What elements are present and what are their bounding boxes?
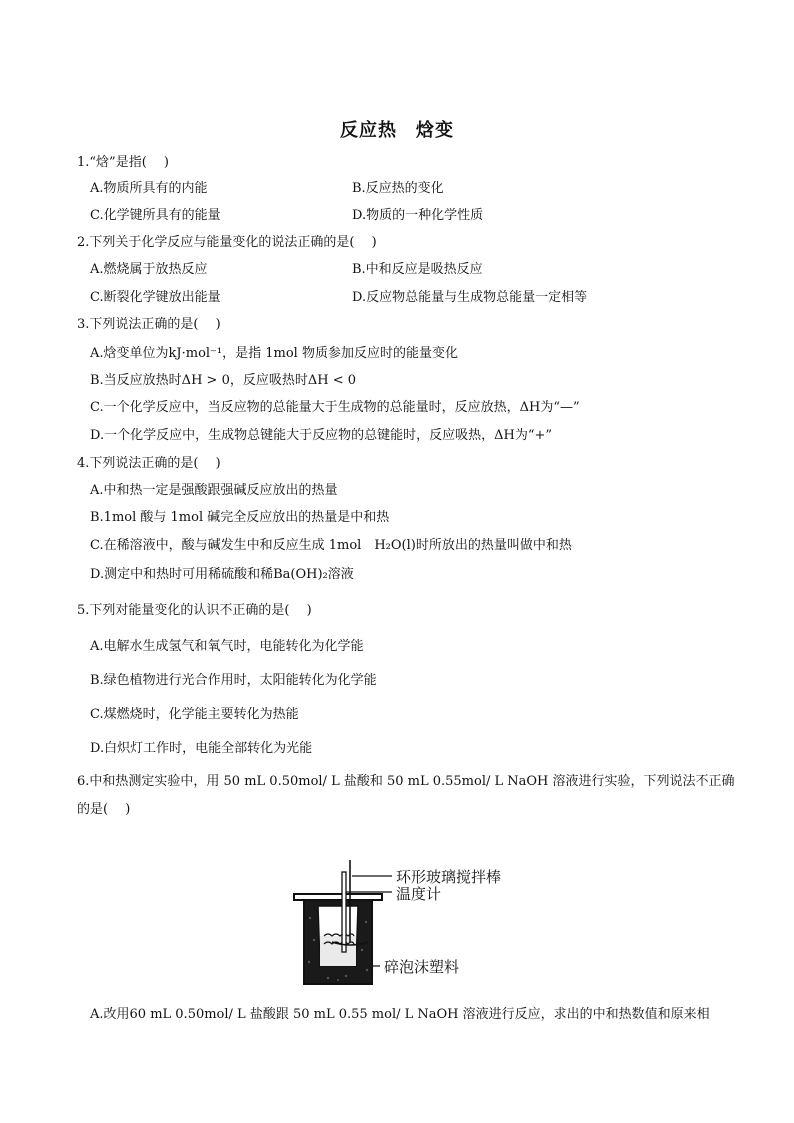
question-5-option-a: A.电解水生成氢气和氧气时，电能转化为化学能 bbox=[90, 639, 364, 654]
question-5-stem: 5.下列对能量变化的认识不正确的是( ) bbox=[77, 603, 312, 618]
question-1-option-c: C.化学键所具有的能量 bbox=[90, 208, 221, 223]
page-title: 反应热 焓变 bbox=[340, 120, 454, 141]
question-5-option-c: C.煤燃烧时，化学能主要转化为热能 bbox=[90, 707, 299, 722]
foam-label: 碎泡沫塑料 bbox=[384, 958, 460, 976]
thermometer bbox=[342, 872, 346, 952]
question-6-option-a: A.改用60 mL 0.50mol/ L 盐酸跟 50 mL 0.55 mol/ L NaOH 溶液进行反应，求出的中和热数值和原来相 bbox=[90, 1007, 710, 1022]
question-4-stem: 4.下列说法正确的是( ) bbox=[77, 456, 221, 471]
question-4-option-c: C.在稀溶液中，酸与碱发生中和反应生成 1mol H₂O(l)时所放出的热量叫做中和热 bbox=[90, 538, 572, 553]
question-5-option-d: D.白炽灯工作时，电能全部转化为光能 bbox=[90, 741, 313, 756]
question-2-option-d: D.反应物总能量与生成物总能量一定相等 bbox=[352, 290, 588, 305]
question-1-option-a: A.物质所具有的内能 bbox=[90, 181, 208, 196]
question-2-option-a: A.燃烧属于放热反应 bbox=[90, 262, 208, 277]
question-3-stem: 3.下列说法正确的是( ) bbox=[77, 317, 221, 332]
question-6-stem-line-2: 的是( ) bbox=[77, 802, 131, 817]
question-1-stem: 1.“焓”是指( ) bbox=[77, 155, 169, 170]
thermometer-label: 温度计 bbox=[396, 885, 442, 903]
question-2-option-b: B.中和反应是吸热反应 bbox=[352, 262, 483, 277]
stirrer-label: 环形玻璃搅拌棒 bbox=[396, 868, 502, 886]
question-3-option-d: D.一个化学反应中，生成物总键能大于反应物的总键能时，反应吸热，ΔH为“+” bbox=[90, 428, 553, 443]
question-5-option-b: B.绿色植物进行光合作用时，太阳能转化为化学能 bbox=[90, 673, 377, 688]
question-4-option-d: D.测定中和热时可用稀硫酸和稀Ba(OH)₂溶液 bbox=[90, 567, 354, 582]
question-2-stem: 2.下列关于化学反应与能量变化的说法正确的是( ) bbox=[77, 235, 377, 250]
question-4-option-a: A.中和热一定是强酸跟强碱反应放出的热量 bbox=[90, 483, 338, 498]
question-3-option-c: C.一个化学反应中，当反应物的总能量大于生成物的总能量时，反应放热，ΔH为“—” bbox=[90, 400, 580, 415]
question-6-stem-line-1: 6.中和热测定实验中，用 50 mL 0.50mol/ L 盐酸和 50 mL 0.55mol/ L NaOH 溶液进行实验，下列说法不正确 bbox=[77, 774, 735, 789]
question-1-option-b: B.反应热的变化 bbox=[352, 181, 444, 196]
calorimeter-figure bbox=[288, 858, 528, 990]
question-3-option-b: B.当反应放热时ΔH > 0，反应吸热时ΔH < 0 bbox=[90, 373, 356, 388]
question-1-option-d: D.物质的一种化学性质 bbox=[352, 208, 484, 223]
question-3-option-a: A.焓变单位为kJ·mol⁻¹，是指 1mol 物质参加反应时的能量变化 bbox=[90, 346, 458, 361]
question-2-option-c: C.断裂化学键放出能量 bbox=[90, 290, 221, 305]
question-4-option-b: B.1mol 酸与 1mol 碱完全反应放出的热量是中和热 bbox=[90, 510, 390, 525]
